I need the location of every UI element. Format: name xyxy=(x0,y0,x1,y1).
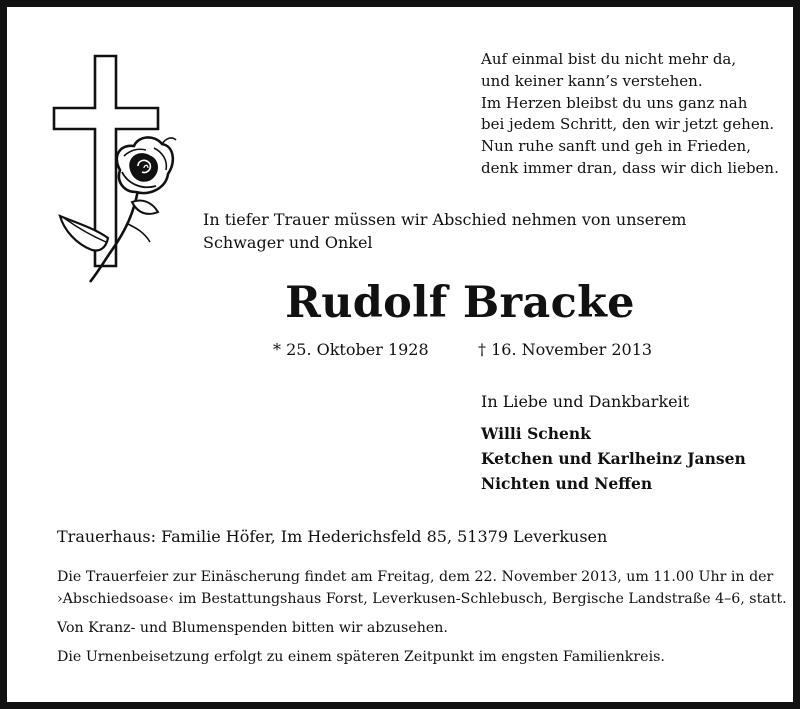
ceremony-details xyxy=(57,566,787,675)
mourners-list xyxy=(481,421,746,496)
poem-line: Im Herzen bleibst du uns ganz nah xyxy=(481,93,748,112)
poem-line: Auf einmal bist du nicht mehr da, xyxy=(481,50,737,68)
urn-burial-note: Die Urnenbeisetzung erfolgt zu einem späteren Zeitpunkt im engsten Familienkreis. xyxy=(57,649,665,665)
cross-with-rose-icon xyxy=(50,52,180,286)
mourner-name: Nichten und Neffen xyxy=(481,474,653,493)
flowers-note: Von Kranz- und Blumenspenden bitten wir abzusehen. xyxy=(57,620,448,636)
poem-line: Nun ruhe sanft und geh in Frieden, xyxy=(481,137,751,156)
ceremony-paragraph xyxy=(57,566,787,610)
mourners-intro: In Liebe und Dankbarkeit xyxy=(481,392,690,411)
poem-line: bei jedem Schritt, den wir jetzt gehen. xyxy=(481,115,775,134)
mourning-intro: In tiefer Trauer müssen wir Abschied nehmen von unserem Schwager und Onkel xyxy=(203,210,687,252)
mourner-name: Ketchen und Karlheinz Jansen xyxy=(481,449,746,468)
ceremony-line: ›Abschiedsoase‹ im Bestattungshaus Forst, Leverkusen-Schlebusch, Bergische Landstraße 4–6, statt. xyxy=(57,591,787,607)
poem-line: und keiner kann’s verstehen. xyxy=(481,71,703,90)
memorial-poem xyxy=(481,49,781,180)
mourning-house-address: Trauerhaus: Familie Höfer, Im Hederichsfeld 85, 51379 Leverkusen xyxy=(57,527,608,546)
ceremony-line: Die Trauerfeier zur Einäscherung findet am Freitag, dem 22. November 2013, um 11.00 Uhr in der xyxy=(57,569,774,585)
poem-line: denk immer dran, dass wir dich lieben. xyxy=(481,158,779,177)
mourner-name: Willi Schenk xyxy=(481,424,591,443)
death-date: † 16. November 2013 xyxy=(478,340,653,359)
deceased-name: Rudolf Bracke xyxy=(285,278,635,328)
birth-date: * 25. Oktober 1928 xyxy=(273,340,429,359)
